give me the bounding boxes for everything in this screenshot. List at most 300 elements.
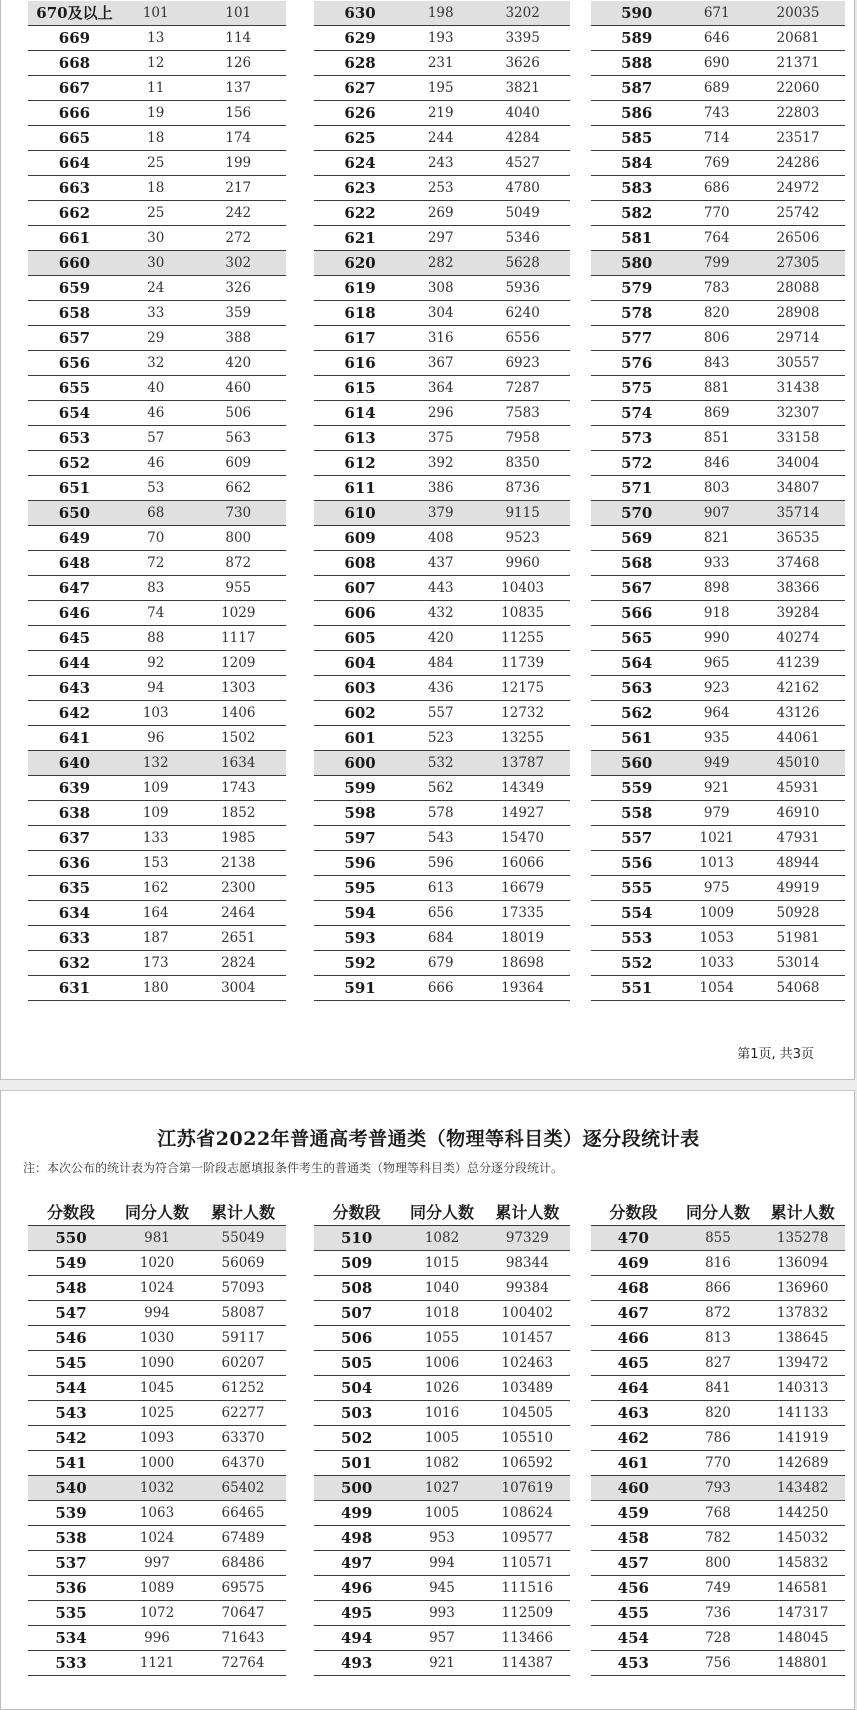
table-row [591, 126, 845, 151]
table-row [591, 751, 845, 776]
score-cell: 644 [28, 651, 121, 676]
score-cell: 510 [314, 1226, 399, 1251]
score-cell: 620 [314, 251, 406, 276]
table-row [28, 276, 286, 301]
table-row [591, 51, 845, 76]
same-count-cell: 1020 [114, 1251, 200, 1276]
table-row [591, 101, 845, 126]
same-count-cell: 392 [406, 451, 475, 476]
same-count-cell: 994 [114, 1301, 200, 1326]
cumulative-cell: 41239 [751, 651, 845, 676]
same-count-cell: 25 [121, 151, 191, 176]
cumulative-cell: 272 [191, 226, 286, 251]
cumulative-cell: 609 [191, 451, 286, 476]
table-row [591, 1601, 845, 1626]
cumulative-cell: 2464 [191, 901, 286, 926]
same-count-cell: 1009 [682, 901, 751, 926]
score-cell: 557 [591, 826, 682, 851]
score-cell: 584 [591, 151, 682, 176]
same-count-cell: 806 [682, 326, 751, 351]
same-count-cell: 1026 [399, 1376, 484, 1401]
score-cell: 555 [591, 876, 682, 901]
same-count-cell: 964 [682, 701, 751, 726]
cumulative-cell: 139472 [760, 1351, 845, 1376]
same-count-cell: 881 [682, 376, 751, 401]
table-row [591, 601, 845, 626]
score-cell: 588 [591, 51, 682, 76]
score-cell: 580 [591, 251, 682, 276]
same-count-cell: 253 [406, 176, 475, 201]
same-count-cell: 666 [406, 976, 475, 1001]
same-count-cell: 109 [121, 801, 191, 826]
score-cell: 583 [591, 176, 682, 201]
table-row [314, 1651, 570, 1676]
same-count-cell: 1027 [399, 1476, 484, 1501]
table-row [314, 1251, 570, 1276]
cumulative-cell: 5346 [475, 226, 570, 251]
table-row [28, 1476, 286, 1501]
score-cell: 533 [28, 1651, 114, 1676]
cumulative-cell: 1852 [191, 801, 286, 826]
same-count-cell: 1089 [114, 1576, 200, 1601]
table-row [314, 1351, 570, 1376]
cumulative-cell: 302 [191, 251, 286, 276]
same-count-cell: 743 [682, 101, 751, 126]
cumulative-cell: 3202 [475, 1, 570, 26]
same-count-cell: 820 [676, 1401, 761, 1426]
table-row [591, 551, 845, 576]
header-row [314, 1197, 570, 1226]
score-cell: 547 [28, 1301, 114, 1326]
table-row [28, 1501, 286, 1526]
same-count-cell: 869 [682, 401, 751, 426]
header-same-count: 同分人数 [114, 1197, 200, 1226]
cumulative-cell: 420 [191, 351, 286, 376]
score-cell: 561 [591, 726, 682, 751]
cumulative-cell: 103489 [485, 1376, 570, 1401]
table-row [591, 76, 845, 101]
cumulative-cell: 3821 [475, 76, 570, 101]
table-row [28, 26, 286, 51]
cumulative-cell: 126 [191, 51, 286, 76]
score-cell: 667 [28, 76, 121, 101]
same-count-cell: 613 [406, 876, 475, 901]
same-count-cell: 68 [121, 501, 191, 526]
score-column-3 [591, 1197, 845, 1676]
table-row [314, 651, 570, 676]
cumulative-cell: 136960 [760, 1276, 845, 1301]
cumulative-cell: 137832 [760, 1301, 845, 1326]
same-count-cell: 578 [406, 801, 475, 826]
score-cell: 641 [28, 726, 121, 751]
cumulative-cell: 17335 [475, 901, 570, 926]
score-column-3 [591, 1, 845, 1001]
score-cell: 503 [314, 1401, 399, 1426]
same-count-cell: 11 [121, 76, 191, 101]
same-count-cell: 132 [121, 751, 191, 776]
score-cell: 502 [314, 1426, 399, 1451]
same-count-cell: 543 [406, 826, 475, 851]
table-row [28, 776, 286, 801]
table-row [314, 126, 570, 151]
cumulative-cell: 110571 [485, 1551, 570, 1576]
table-row [314, 476, 570, 501]
score-cell: 587 [591, 76, 682, 101]
score-cell: 629 [314, 26, 406, 51]
same-count-cell: 70 [121, 526, 191, 551]
cumulative-cell: 55049 [200, 1226, 286, 1251]
same-count-cell: 443 [406, 576, 475, 601]
same-count-cell: 996 [114, 1626, 200, 1651]
same-count-cell: 386 [406, 476, 475, 501]
table-row [591, 876, 845, 901]
score-cell: 538 [28, 1526, 114, 1551]
same-count-cell: 72 [121, 551, 191, 576]
score-cell: 571 [591, 476, 682, 501]
same-count-cell: 714 [682, 126, 751, 151]
same-count-cell: 949 [682, 751, 751, 776]
table-row [591, 476, 845, 501]
same-count-cell: 1015 [399, 1251, 484, 1276]
score-cell: 604 [314, 651, 406, 676]
table-row [314, 51, 570, 76]
cumulative-cell: 7583 [475, 401, 570, 426]
same-count-cell: 749 [676, 1576, 761, 1601]
table-row [591, 276, 845, 301]
table-row [314, 1276, 570, 1301]
table-row [314, 226, 570, 251]
same-count-cell: 851 [682, 426, 751, 451]
table-row [591, 726, 845, 751]
score-cell: 609 [314, 526, 406, 551]
table-row [314, 851, 570, 876]
same-count-cell: 46 [121, 401, 191, 426]
cumulative-cell: 143482 [760, 1476, 845, 1501]
cumulative-cell: 16679 [475, 876, 570, 901]
table-row [28, 1576, 286, 1601]
table-note: 注：本次公布的统计表为符合第一阶段志愿填报条件考生的普通类（物理等科目类）总分逐分段统计。 [23, 1161, 564, 1175]
score-table [591, 1197, 845, 1676]
score-cell: 628 [314, 51, 406, 76]
table-row [591, 1576, 845, 1601]
cumulative-cell: 114387 [485, 1651, 570, 1676]
table-row [314, 376, 570, 401]
same-count-cell: 1121 [114, 1651, 200, 1676]
cumulative-cell: 1209 [191, 651, 286, 676]
same-count-cell: 764 [682, 226, 751, 251]
cumulative-cell: 28908 [751, 301, 845, 326]
same-count-cell: 684 [406, 926, 475, 951]
table-row [591, 176, 845, 201]
cumulative-cell: 460 [191, 376, 286, 401]
cumulative-cell: 359 [191, 301, 286, 326]
score-cell: 544 [28, 1376, 114, 1401]
score-cell: 577 [591, 326, 682, 351]
cumulative-cell: 108624 [485, 1501, 570, 1526]
score-cell: 632 [28, 951, 121, 976]
same-count-cell: 782 [676, 1526, 761, 1551]
cumulative-cell: 13255 [475, 726, 570, 751]
cumulative-cell: 22060 [751, 76, 845, 101]
same-count-cell: 1005 [399, 1426, 484, 1451]
table-row [28, 1601, 286, 1626]
same-count-cell: 92 [121, 651, 191, 676]
cumulative-cell: 872 [191, 551, 286, 576]
table-row [314, 526, 570, 551]
score-cell: 456 [591, 1576, 676, 1601]
cumulative-cell: 69575 [200, 1576, 286, 1601]
cumulative-cell: 11739 [475, 651, 570, 676]
same-count-cell: 29 [121, 326, 191, 351]
same-count-cell: 1000 [114, 1451, 200, 1476]
cumulative-cell: 148801 [760, 1651, 845, 1676]
score-cell: 548 [28, 1276, 114, 1301]
same-count-cell: 308 [406, 276, 475, 301]
cumulative-cell: 2824 [191, 951, 286, 976]
same-count-cell: 921 [682, 776, 751, 801]
table-row [591, 676, 845, 701]
table-row [591, 651, 845, 676]
same-count-cell: 1016 [399, 1401, 484, 1426]
score-cell: 568 [591, 551, 682, 576]
table-row [314, 1376, 570, 1401]
cumulative-cell: 40274 [751, 626, 845, 651]
score-cell: 565 [591, 626, 682, 651]
table-row [591, 526, 845, 551]
score-cell: 611 [314, 476, 406, 501]
same-count-cell: 57 [121, 426, 191, 451]
score-cell: 572 [591, 451, 682, 476]
score-cell: 663 [28, 176, 121, 201]
table-row [28, 526, 286, 551]
table-row [591, 1351, 845, 1376]
score-cell: 562 [591, 701, 682, 726]
score-cell: 599 [314, 776, 406, 801]
table-row [28, 951, 286, 976]
table-row [28, 901, 286, 926]
cumulative-cell: 1634 [191, 751, 286, 776]
same-count-cell: 1006 [399, 1351, 484, 1376]
table-row [28, 76, 286, 101]
score-cell: 578 [591, 301, 682, 326]
table-row [591, 351, 845, 376]
score-cell: 563 [591, 676, 682, 701]
cumulative-cell: 15470 [475, 826, 570, 851]
table-row [314, 351, 570, 376]
same-count-cell: 83 [121, 576, 191, 601]
table-row [314, 1, 570, 26]
score-cell: 638 [28, 801, 121, 826]
same-count-cell: 907 [682, 501, 751, 526]
table-row [28, 576, 286, 601]
cumulative-cell: 10403 [475, 576, 570, 601]
table-row [28, 301, 286, 326]
score-cell: 534 [28, 1626, 114, 1651]
same-count-cell: 436 [406, 676, 475, 701]
same-count-cell: 33 [121, 301, 191, 326]
table-row [591, 251, 845, 276]
score-cell: 618 [314, 301, 406, 326]
score-cell: 498 [314, 1526, 399, 1551]
same-count-cell: 975 [682, 876, 751, 901]
same-count-cell: 898 [682, 576, 751, 601]
cumulative-cell: 35714 [751, 501, 845, 526]
same-count-cell: 109 [121, 776, 191, 801]
same-count-cell: 1082 [399, 1226, 484, 1251]
table-row [591, 1276, 845, 1301]
cumulative-cell: 37468 [751, 551, 845, 576]
header-same-count: 同分人数 [399, 1197, 484, 1226]
cumulative-cell: 7958 [475, 426, 570, 451]
table-row [28, 101, 286, 126]
score-column-2 [314, 1, 570, 1001]
score-cell: 635 [28, 876, 121, 901]
table-row [314, 1576, 570, 1601]
same-count-cell: 921 [399, 1651, 484, 1676]
cumulative-cell: 800 [191, 526, 286, 551]
cumulative-cell: 24972 [751, 176, 845, 201]
cumulative-cell: 24286 [751, 151, 845, 176]
same-count-cell: 88 [121, 626, 191, 651]
table-row [591, 326, 845, 351]
cumulative-cell: 8350 [475, 451, 570, 476]
same-count-cell: 420 [406, 626, 475, 651]
table-row [28, 501, 286, 526]
table-row [591, 576, 845, 601]
score-cell: 613 [314, 426, 406, 451]
table-row [28, 876, 286, 901]
same-count-cell: 164 [121, 901, 191, 926]
table-row [314, 876, 570, 901]
table-row [591, 201, 845, 226]
cumulative-cell: 9115 [475, 501, 570, 526]
cumulative-cell: 140313 [760, 1376, 845, 1401]
cumulative-cell: 61252 [200, 1376, 286, 1401]
table-row [314, 551, 570, 576]
same-count-cell: 46 [121, 451, 191, 476]
score-cell: 470 [591, 1226, 676, 1251]
cumulative-cell: 141919 [760, 1426, 845, 1451]
score-cell: 494 [314, 1626, 399, 1651]
table-row [591, 1326, 845, 1351]
score-cell: 633 [28, 926, 121, 951]
score-cell: 650 [28, 501, 121, 526]
same-count-cell: 24 [121, 276, 191, 301]
table-row [314, 1476, 570, 1501]
table-row [28, 326, 286, 351]
same-count-cell: 96 [121, 726, 191, 751]
score-cell: 615 [314, 376, 406, 401]
cumulative-cell: 44061 [751, 726, 845, 751]
cumulative-cell: 101 [191, 1, 286, 26]
score-table [28, 1197, 286, 1676]
table-row [28, 1526, 286, 1551]
same-count-cell: 1054 [682, 976, 751, 1001]
same-count-cell: 557 [406, 701, 475, 726]
table-row [28, 426, 286, 451]
cumulative-cell: 106592 [485, 1451, 570, 1476]
cumulative-cell: 1117 [191, 626, 286, 651]
cumulative-cell: 563 [191, 426, 286, 451]
cumulative-cell: 156 [191, 101, 286, 126]
cumulative-cell: 199 [191, 151, 286, 176]
same-count-cell: 18 [121, 176, 191, 201]
score-cell: 666 [28, 101, 121, 126]
score-cell: 509 [314, 1251, 399, 1276]
same-count-cell: 981 [114, 1226, 200, 1251]
score-cell: 552 [591, 951, 682, 976]
cumulative-cell: 9960 [475, 551, 570, 576]
cumulative-cell: 138645 [760, 1326, 845, 1351]
same-count-cell: 562 [406, 776, 475, 801]
same-count-cell: 1053 [682, 926, 751, 951]
score-cell: 495 [314, 1601, 399, 1626]
cumulative-cell: 53014 [751, 951, 845, 976]
score-cell: 668 [28, 51, 121, 76]
score-cell: 539 [28, 1501, 114, 1526]
score-cell: 592 [314, 951, 406, 976]
score-cell: 506 [314, 1326, 399, 1351]
score-cell: 497 [314, 1551, 399, 1576]
cumulative-cell: 8736 [475, 476, 570, 501]
cumulative-cell: 97329 [485, 1226, 570, 1251]
score-cell: 626 [314, 101, 406, 126]
table-row [28, 1376, 286, 1401]
table-row [28, 676, 286, 701]
cumulative-cell: 26506 [751, 226, 845, 251]
same-count-cell: 244 [406, 126, 475, 151]
cumulative-cell: 1029 [191, 601, 286, 626]
cumulative-cell: 107619 [485, 1476, 570, 1501]
cumulative-cell: 64370 [200, 1451, 286, 1476]
page-2 [0, 1090, 855, 1710]
cumulative-cell: 5936 [475, 276, 570, 301]
table-row [591, 801, 845, 826]
score-cell: 606 [314, 601, 406, 626]
score-cell: 648 [28, 551, 121, 576]
score-cell: 543 [28, 1401, 114, 1426]
table-row [314, 826, 570, 851]
score-cell: 553 [591, 926, 682, 951]
same-count-cell: 1013 [682, 851, 751, 876]
same-count-cell: 813 [676, 1326, 761, 1351]
score-cell: 607 [314, 576, 406, 601]
same-count-cell: 768 [676, 1501, 761, 1526]
table-row [28, 751, 286, 776]
score-cell: 608 [314, 551, 406, 576]
cumulative-cell: 3626 [475, 51, 570, 76]
cumulative-cell: 68486 [200, 1551, 286, 1576]
same-count-cell: 432 [406, 601, 475, 626]
table-row [314, 326, 570, 351]
cumulative-cell: 109577 [485, 1526, 570, 1551]
table-row [314, 1451, 570, 1476]
same-count-cell: 769 [682, 151, 751, 176]
score-cell: 556 [591, 851, 682, 876]
same-count-cell: 523 [406, 726, 475, 751]
score-table [314, 1, 570, 1001]
table-row [314, 26, 570, 51]
cumulative-cell: 32307 [751, 401, 845, 426]
score-cell: 625 [314, 126, 406, 151]
same-count-cell: 304 [406, 301, 475, 326]
cumulative-cell: 66465 [200, 1501, 286, 1526]
same-count-cell: 1025 [114, 1401, 200, 1426]
table-row [591, 226, 845, 251]
table-row [28, 626, 286, 651]
same-count-cell: 269 [406, 201, 475, 226]
table-row [591, 1301, 845, 1326]
